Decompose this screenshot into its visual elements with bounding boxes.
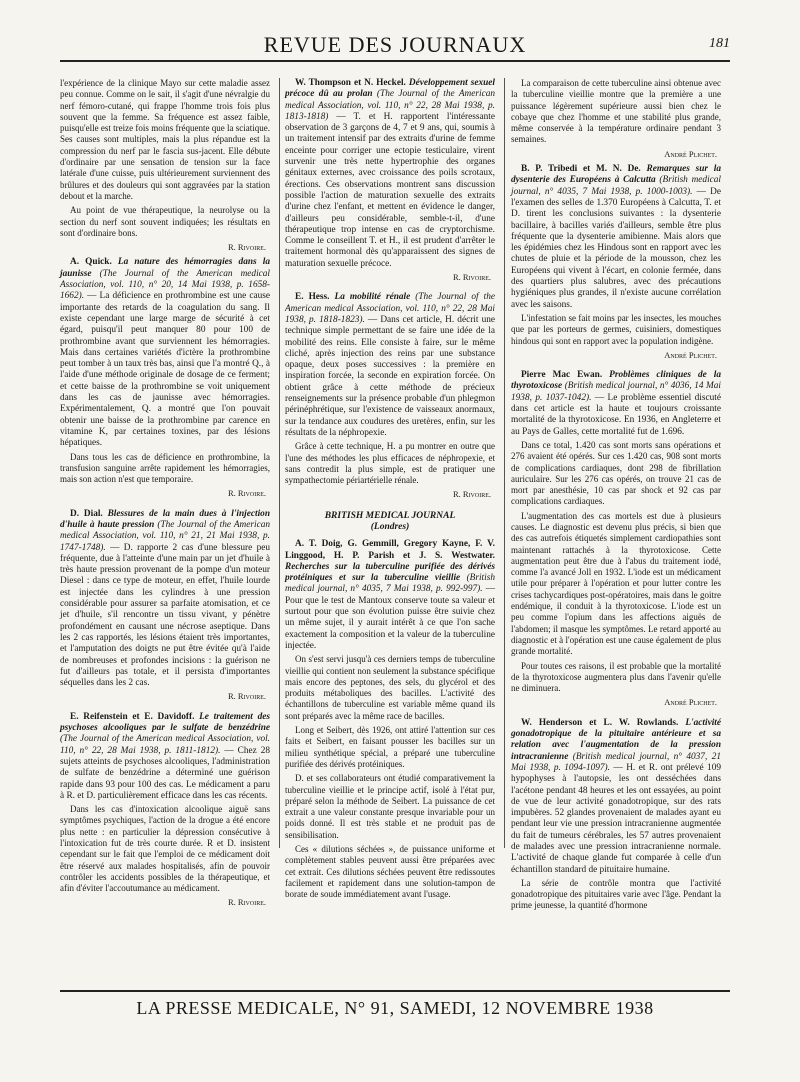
paragraph: Dans tous les cas de déficience en prothrombine, la transfusion sanguine arrête rapidement les hémorragies, mais son action n'est que temporaire. [60,451,270,485]
section-heading: BRITISH MEDICAL JOURNAL [324,510,456,521]
article [511,370,721,709]
page-footer [60,990,730,1020]
signature: André Plichet. [664,697,717,708]
article [60,257,270,499]
paragraph: Au point de vue thérapeutique, la neurolyse ou la section du nerf sont souvent indiquées; les résultats en sont d'ordinaire bons. [60,205,270,238]
paragraph: — D. rapporte 2 cas d'une blessure peu fréquente, due à l'atteinte d'une main par un jet d'huile à très haute pression provenant de la pompe d'un moteur Diesel : dans ce type de moteur, en effet, l'huile lourde est injectée dans les cylindres à une pression considérable pour assurer sa parfaite atomisation, et ce jet d'huile, s'il rencontre un tissu vivant, y pénètre profondément en causant une nécrose aseptique. Dans les 2 cas rapportés, les lésions étaient très importantes, et l'amputation des doigts ne put être évitée qu'à l'aide de nombreuses et profondes incisions : la guérison ne fut d'ailleurs pas totale, et il persista d'importantes séquelles dans les 2 cas. [60,542,271,689]
article-title: Problèmes cliniques de la thyrotoxicose [511,370,721,392]
article-title: La nature des hémorragies dans la jaunisse [60,257,270,279]
page-header [60,30,730,62]
article-heading [285,78,495,270]
article-reference: (The Journal of the American medical Association, vol. 110, n° 22, 28 Mai 1938, p. 1813-1818) [285,89,495,122]
article-authors: A. T. Doig, G. Gemmill, Gregory Kayne, F. V. Linggood, H. P. Parish et J. S. Westwater. [285,539,495,561]
article-title: La mobilité rénale [334,292,411,303]
article-reference: (British medical journal, n° 4037, 21 Mai 1938, p. 1094-1097). [511,751,721,773]
article-title: Recherches sur la tuberculine purifiée des dérivés protéiniques et sur la tuberculine vieillie [285,561,495,584]
paragraph: Pour toutes ces raisons, il est probable que la mortalité de la thyrotoxicose augmentera plus dans l'avenir qu'elle ne diminuera. [511,660,721,694]
article-title: Le traitement des psychoses alcooliques par le sulfate de benzédrine [60,711,270,734]
article [511,718,721,912]
article-authors: A. Quick. [70,257,112,268]
paragraph: — Pour que le test de Mantoux conserve toute sa valeur et surtout pour que son évolution puisse être suivie chez un même sujet, il y aurait intérêt à ce que l'on sache exactement la composition et la valeur de la tuberculine injectée. [285,584,495,651]
signature: R. Rivoire. [227,242,266,253]
article-reference: (The Journal of the American medical Association, vol. 110, n° 20, 14 Mai 1938, p. 1658-1662). [60,268,271,302]
article-reference: (British medical journal, n° 4035, 7 Mai 1938, p. 992-997). [285,573,495,595]
article-reference: (The Journal of the American medical Association, vol. 110, n° 22, 28 Mai 1938, p. 1811-1812). [60,734,270,756]
article-authors: B. P. Tribedi et M. N. De. [521,164,641,175]
article-reference: (The Journal of the American medical Association, vol. 110, n° 21, 21 Mai 1938, p. 1747-1748). [60,519,270,553]
article-title: L'activité gonadotropique de la pituitaire antérieure et sa relation avec l'augmentation de la pression intracranienne [511,717,721,762]
paragraph: — H. et R. ont prélevé 109 hypophyses à l'autopsie, les ont desséchées dans l'acétone pendant 48 heures et les ont essayées, au point de vue de leur activité gonadotropique, sur des rats impubères. 52 glandes provenaient de malades ayant eu pendant leur vie une pression intracranienne augmentée du fait de tumeurs cérébrales, les 57 autres provenaient de malades avec une pression intracranienne normale. L'activité de chaque glande fut comparée à celle d'un échantillon standard de pituitaire humaine. [511,762,722,875]
journal-section-title: REVUE DES JOURNAUX [263,32,527,57]
article-authors: W. Thompson et N. Heckel. [295,78,406,88]
article-title: Remarques sur la dysenterie des Européens à Calcutta [511,164,722,186]
article-authors: W. Henderson et L. W. Rowlands. [521,717,679,728]
publication-line: LA PRESSE MEDICALE, N° 91, SAMEDI, 12 NOVEMBRE 1938 [136,998,654,1018]
article-reference: (British medical journal, n° 4036, 14 Mai 1938, p. 1037-1042). [511,381,722,403]
paragraph: L'infestation se fait moins par les insectes, les mouches que par les porteurs de germes, cuisiniers, domestiques hindous qui sont en rapport avec la population indigène. [511,312,721,346]
article-heading [511,718,721,876]
article-heading [60,257,270,449]
signature: André Plichet. [664,148,717,159]
signature: R. Rivoire. [227,488,266,499]
article-reference: (The Journal of the American medical Association, vol. 110, n° 22, 28 Mai 1938, p. 1818-1823). [285,292,495,325]
article-heading [285,292,495,439]
paragraph: D. et ses collaborateurs ont étudié comparativement la tuberculine vieillie et le principe actif, isolé à l'état pur, préparé selon la méthode de Seibert. La puissance de cet extrait a une valeur constante presque invariable pour un poids donné. Il est très stable et ne produit pas de sensibilisation. [285,773,495,840]
page-number: 181 [709,36,730,51]
article [60,712,270,909]
column-2 [285,78,495,900]
section-subheading: (Londres) [370,521,410,532]
article-authors: D. Dial. [70,508,103,519]
article-heading [60,509,270,690]
article-heading [511,370,721,438]
article [60,509,270,703]
paragraph: — Le problème essentiel discuté dans cet article est la haute et toujours croissante mortalité de la thyrotoxicose. En 1936, en Angleterre et au Pays de Galles, cette mortalité fut de 1.696. [511,392,721,437]
paragraph: — Chez 28 sujets atteints de psychoses alcooliques, l'administration de sulfate de benzédrine a déterminé une guérison rapide dans 93 pour 100 des cas. Le médicament a paru à R. et D. particulièrement efficace dans les cas récents. [60,745,270,801]
article-reference: (British medical journal, n° 4035, 7 Mai 1938, p. 1000-1003). [511,175,722,197]
article-title: Développement sexuel précoce dû au prolan [285,78,495,100]
paragraph: — La déficience en prothrombine est une cause importante des retards de la coagulation du sang. Il existe cependant une large marge de sécurité à cet égard, puisqu'il peut manquer 80 pour 100 de prothrombine avant que surviennent les hémorragies. Mais dans certaines variétés d'ictère la prothrombine peut tomber à un taux très bas, ainsi que l'a montré Q., à l'aide d'une méthode originale de dosage de ce ferment; et cette baisse de la prothrombine se voit uniquement dans les cas de jaunisse avec hémorragies. Expérimentalement, Q. a montré que l'on pouvait obtenir une baisse de la prothrombine par carence en vitamine K, par certaines toxines, par des lésions hépatiques. [60,291,271,449]
article-title: Blessures de la main dues à l'injection d'huile à haute pression [60,508,271,530]
paragraph: — Dans cet article, H. décrit une technique simple permettant de se faire une idée de la mobilité des reins. Elle consiste à faire, sur le même cliché, après injection des reins par une substance opaque, deux poses successives : la première en inspiration forcée, la seconde en expiration forcée. On obtient grâce à cette méthode de précieux renseignements sur la présence probable d'un phlegmon périnéphrétique, sur l'existence de vaisseaux anormaux, sur la tendance aux coudures des uretères, enfin, sur les résultats de la néphropexie. [285,314,495,438]
column-divider [279,78,280,848]
paragraph: Dans ce total, 1.420 cas sont morts sans opérations et 276 avaient été opérés. Sur ces 1.420 cas, 908 sont morts de complications cardiaques, dont 298 de fibrillation auriculaire. Sur les 276 cas opérés, on trouve 21 cas de mort par anesthésie, 10 cas par shock et 92 cas par complications cardiaques. [511,439,721,507]
article-heading [511,164,721,311]
signature: André Plichet. [664,349,717,360]
paragraph: La comparaison de cette tuberculine ainsi obtenue avec la tuberculine vieillie montre que la première a une puissance légèrement supérieure aussi bien chez le cobaye que chez l'homme et une stabilité plus grande, même conservée à la température ordinaire pendant 3 semaines. [511,78,721,145]
paragraph: L'augmentation des cas mortels est due à plusieurs causes. Le diagnostic est devenu plus précis, si bien que des cas autrefois étiquetés simplement cardiopathies sont maintenant rattachés à la thyrotoxicose. Cette augmentation peut être due à l'abus du traitement iodé, comme l'a avancé Joll en 1932. L'iode est un médicament utile pour préparer à l'opération et pour lutter contre les crises tachycardiques post-opératoires, mais dans le goitre endémique, il conduit à la thyrotoxicose. L'iode est un peu comme l'opium dans les affections aiguës de l'abdomen; il masque les symptômes. Le retard apporté au diagnostic et à l'opération est une cause également de plus grande mortalité. [511,510,721,657]
article-heading [60,712,270,802]
column-3 [511,78,722,911]
signature: R. Rivoire. [452,489,491,500]
paragraph: Long et Seibert, dès 1926, ont attiré l'attention sur ces faits et Seibert, en faisant pousser les bacilles sur un milieu synthétique spécial, a préparé une tuberculine purifiée des dérivés protéiniques. [285,725,495,769]
signature: R. Rivoire. [227,691,266,702]
signature: R. Rivoire. [452,272,491,283]
paragraph: Grâce à cette technique, H. a pu montrer en outre que l'une des méthodes les plus efficaces de néphropexie, et sans contredit la plus simple, est de pratiquer une sympathectomie périartérielle rénale. [285,441,495,486]
paragraph: — De l'examen des selles de 1.370 Européens à Calcutta, T. et D. tirent les conclusions suivantes : la dysenterie bacillaire, à bacilles variés d'ailleurs, semble être plus fréquente que la dysenterie amibienne. Mais alors que les épidémies chez les Hindous sont en rapport avec les chutes de pluie et la période de la mousson, chez les Européens qui vivent à l'écart, en colonie fermée, dans des quartiers plus salubres, avec des précautions hygiéniques plus grandes, il n'existe aucune corrélation avec les saisons. [511,186,721,310]
article-authors: E. Reifenstein et E. Davidoff. [70,711,195,722]
article [511,164,721,361]
paragraph: l'expérience de la clinique Mayo sur cette maladie assez peu connue. Comme on le sait, il s'agit d'une névralgie du nerf fémoro-cutané, qui frappe l'homme trois fois plus souvent que la femme. Sa fréquence est assez faible, puisqu'elle est treize fois moins fréquente que la sciatique. Ses causes sont multiples, mais la plus répandue est la compression du nerf par le fascia sus-jacent. Elle débute d'ordinaire par une sensation de tension sur la face latérale d'une cuisse, puis ultérieurement surviennent des brûlures et des douleurs qui sont aggravées par la station debout et la marche. [60,78,270,201]
paragraph: On s'est servi jusqu'à ces derniers temps de tuberculine vieillie qui contient non seulement la substance spécifique mais encore des peptones, des sels, du glycérol et des produits métaboliques des bacilles. L'activité des échantillons de tuberculine est variable même quand ils sont préparés avec la même race de bacilles. [285,654,495,721]
article [285,539,495,900]
paragraph: — T. et H. rapportent l'intéressante observation de 3 garçons de 4, 7 et 9 ans, qui, soumis à un traitement intensif par des extraits d'urine de femme enceinte pour corriger une ectopie testiculaire, virent survenir une très nette hypertrophie des organes génitaux externes, avec croissance des poils scrotaux, érections. Ces observations montrent sans discussion possible l'action de maturation sexuelle des extraits d'urine chez l'enfant, et mettent en évidence le danger, d'ailleurs peu considérable, semble-t-il, d'une thérapeutique trop intense en cas de cryptorchisme. Comme le conseillent T. et H., il est prudent d'arrêter le traitement hormonal dès qu'apparaissent des signes de maturation sexuelle précoce. [285,111,495,269]
article [285,292,495,500]
article-heading [285,539,495,652]
column-divider [504,78,505,848]
paragraph: Dans les cas d'intoxication alcoolique aiguë sans symptômes psychiques, l'action de la drogue a été encore plus nette : en particulier la dépression consécutive à l'intoxication fut de très courte durée. R et D. insistent cependant sur le fait que l'emploi de ce médicament doit être réservé aux malades hospitalisés, afin de pouvoir contrôler les accidents possibles de la thérapeutique, et afin d'éviter l'accoutumance au médicament. [60,804,270,894]
paragraph: Ces « dilutions séchées », de puissance uniforme et complètement stables peuvent aussi être préparées avec cet extrait. Ces dilutions séchées peuvent être redissoutes facilement et rapidement dans une solution-tampon de borate de soude immédiatement avant l'usage. [285,844,495,900]
article [285,78,495,283]
article-authors: Pierre Mac Ewan. [521,370,603,381]
paragraph: La série de contrôle montra que l'activité gonadotropique des pituitaires varie avec l'âge. Pendant la prime jeunesse, la quantité d'hormone [511,877,721,911]
article-authors: E. Hess. [295,292,330,303]
signature: R. Rivoire. [227,897,266,908]
column-1 [60,78,271,908]
